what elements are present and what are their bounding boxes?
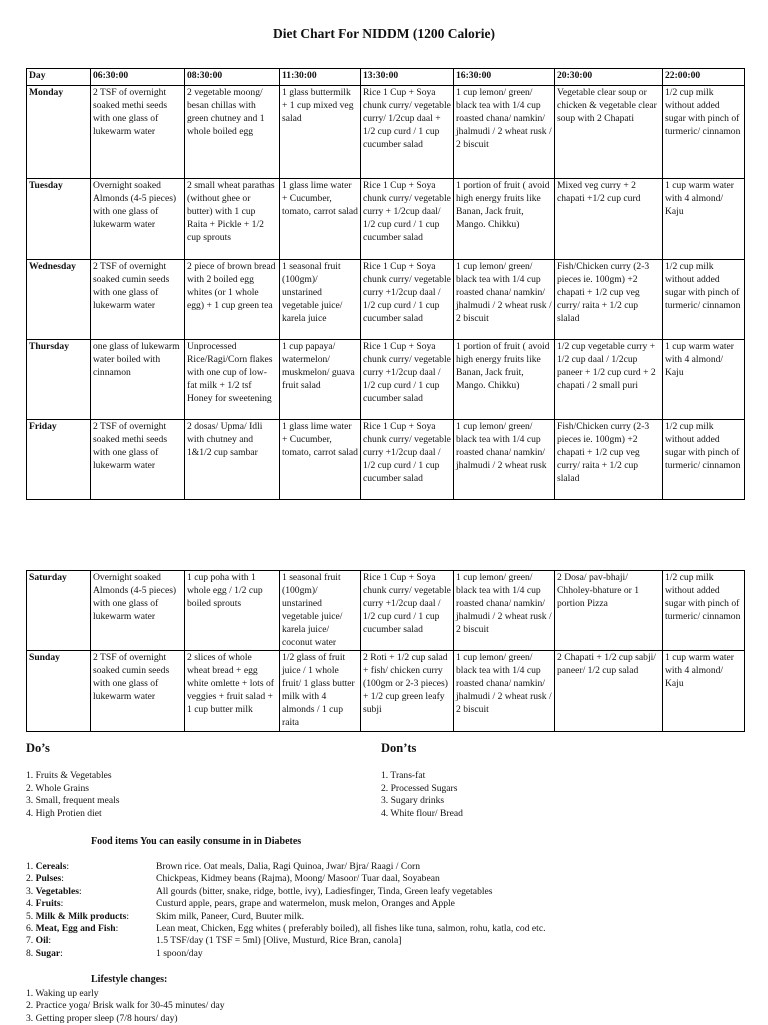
food-item-label: Cereals xyxy=(35,861,67,872)
food-item-label: Fruits xyxy=(35,898,61,910)
header-time: 16:30:00 xyxy=(454,69,555,86)
meal-cell: 2 Dosa/ pav-bhaji/ Chholey-bhature or 1 portion Pizza xyxy=(555,571,663,651)
header-time: 13:30:00 xyxy=(361,69,454,86)
food-item-description: Lean meat, Chicken, Egg whites ( preferably boiled), all fishes like tuna, salmon, rohu, katla, cod etc. xyxy=(156,923,546,935)
meal-cell: 1 portion of fruit ( avoid high energy fruits like Banan, Jack fruit, Mango. Chikku) xyxy=(454,340,555,420)
food-item-label: Meat, Egg and Fish xyxy=(35,923,116,935)
food-item-description: Skim milk, Paneer, Curd, Buuter milk. xyxy=(156,910,305,922)
list-item: 4. White flour/ Bread xyxy=(381,807,463,819)
meal-cell: 1/2 cup milk without added sugar with pinch of turmeric/ cinnamon xyxy=(663,420,745,500)
meal-cell: 1 cup lemon/ green/ black tea with 1/4 cup roasted chana/ namkin/ jhalmudi / 2 wheat rusk / 2 biscuit xyxy=(454,571,555,651)
food-item-number: 5. xyxy=(26,910,34,922)
meal-cell: 1/2 cup milk without added sugar with pinch of turmeric/ cinnamon xyxy=(663,571,745,651)
lifestyle-heading-suffix: : xyxy=(164,974,168,985)
food-item-description: Chickpeas, Kidmey beans (Rajma), Moong/ Masoor/ Tuar daal, Soyabean xyxy=(156,873,440,885)
meal-cell: Rice 1 Cup + Soya chunk curry/ vegetable curry +1/2cup daal / 1/2 cup curd / 1 cup cucumber salad xyxy=(361,420,454,500)
meal-cell: 1 cup poha with 1 whole egg / 1/2 cup boiled sprouts xyxy=(185,571,280,651)
table-header-row xyxy=(27,69,745,86)
meal-cell: 2 TSF of overnight soaked methi seeds with one glass of lukewarm water xyxy=(91,86,185,179)
meal-cell: 1 seasonal fruit (100gm)/ unstarined vegetable juice/ karela juice xyxy=(280,260,361,340)
food-item-separator: : xyxy=(66,861,70,872)
lifestyle-heading xyxy=(91,974,167,985)
meal-cell: 2 TSF of overnight soaked cumin seeds with one glass of lukewarm water xyxy=(91,651,185,732)
meal-cell: 2 piece of brown bread with 2 boiled egg whites (or 1 whole egg) + 1 cup green tea xyxy=(185,260,280,340)
meal-cell: 2 small wheat parathas (without ghee or butter) with 1 cup Raita + Pickle + 1/2 cup sprouts xyxy=(185,179,280,260)
food-item xyxy=(26,873,744,885)
meal-cell: 1/2 glass of fruit juice / 1 whole fruit/ 1 glass butter milk with 4 almonds / 1 cup raita xyxy=(280,651,361,732)
table-row xyxy=(27,260,745,340)
day-cell: Thursday xyxy=(27,340,91,420)
meal-cell: 1 cup lemon/ green/ black tea with 1/4 cup roasted chana/ namkin/ jhalmudi / 2 wheat rusk / 2 biscuit xyxy=(454,651,555,732)
meal-cell: 2 vegetable moong/ besan chillas with green chutney and 1 whole boiled egg xyxy=(185,86,280,179)
list-item: 2. Processed Sugars xyxy=(381,782,458,794)
meal-cell: Vegetable clear soup or chicken & vegetable clear soup with 2 Chapati xyxy=(555,86,663,179)
meal-cell: Fish/Chicken curry (2-3 pieces ie. 100gm) +2 chapati + 1/2 cup veg curry/ raita + 1/2 cup slalad xyxy=(555,260,663,340)
meal-cell: Rice 1 Cup + Soya chunk curry/ vegetable curry + 1/2cup daal/ 1/2 cup curd / 1 cup cucumber salad xyxy=(361,179,454,260)
header-time: 22:00:00 xyxy=(663,69,745,86)
meal-cell: Unprocessed Rice/Ragi/Corn flakes with one cup of low-fat milk + 1/2 tsf Honey for sweetening xyxy=(185,340,280,420)
list-item: 4. High Protien diet xyxy=(26,807,102,819)
meal-cell: Fish/Chicken curry (2-3 pieces ie. 100gm) +2 chapati + 1/2 cup veg curry/ raita + 1/2 cup slalad xyxy=(555,420,663,500)
diet-table-weekdays xyxy=(26,68,745,500)
day-cell: Sunday xyxy=(27,651,91,732)
header-day: Day xyxy=(27,69,91,86)
meal-cell: Mixed veg curry + 2 chapati +1/2 cup curd xyxy=(555,179,663,260)
meal-cell: 1 cup papaya/ watermelon/ muskmelon/ guava fruit salad xyxy=(280,340,361,420)
meal-cell: 2 Chapati + 1/2 cup sabji/ paneer/ 1/2 cup salad xyxy=(555,651,663,732)
dos-list xyxy=(26,770,356,820)
meal-cell: 2 dosas/ Upma/ Idli with chutney and 1&1/2 cup sambar xyxy=(185,420,280,500)
food-item-description: 1.5 TSF/day (1 TSF = 5ml) [Olive, Musturd, Rice Bran, canola] xyxy=(156,935,402,947)
food-item-number: 8. xyxy=(26,947,34,959)
food-item-label: Oil xyxy=(35,935,49,947)
food-item-number: 6. xyxy=(26,923,34,935)
dos-section xyxy=(26,742,356,820)
table-row xyxy=(27,651,745,732)
dos-heading: Do’s xyxy=(26,741,50,755)
day-cell: Saturday xyxy=(27,571,91,651)
donts-list xyxy=(381,770,711,820)
food-items-heading: Food items You can easily consume in in Diabetes xyxy=(91,836,302,847)
header-time: 20:30:00 xyxy=(555,69,663,86)
meal-cell: Overnight soaked Almonds (4-5 pieces) with one glass of lukewarm water xyxy=(91,571,185,651)
list-item: 3. Small, frequent meals xyxy=(26,795,120,807)
header-time: 08:30:00 xyxy=(185,69,280,86)
list-item: 3. Getting proper sleep (7/8 hours/ day) xyxy=(26,1012,178,1024)
food-item-separator: : xyxy=(115,923,119,935)
food-item-label: Vegetables xyxy=(35,885,79,897)
food-items-list xyxy=(26,861,744,960)
page-title: Diet Chart For NIDDM (1200 Calorie) xyxy=(272,26,496,41)
list-item: 2. Whole Grains xyxy=(26,782,89,794)
food-item-description: Brown rice. Oat meals, Dalia, Ragi Quinoa, Jwar/ Bjra/ Raagi / Corn xyxy=(156,861,421,872)
list-item: 1. Fruits & Vegetables xyxy=(26,770,112,782)
meal-cell: Rice 1 Cup + Soya chunk curry/ vegetable curry +1/2cup daal / 1/2 cup curd / 1 cup cucumber salad xyxy=(361,260,454,340)
food-item-label: Milk & Milk products xyxy=(35,910,127,922)
food-item xyxy=(26,911,744,923)
food-item xyxy=(26,861,744,873)
table-row xyxy=(27,86,745,179)
meal-cell: 1 cup lemon/ green/ black tea with 1/4 cup roasted chana/ namkin/ jhalmudi / 2 wheat rusk / 2 biscuit xyxy=(454,86,555,179)
meal-cell: 1 glass lime water + Cucumber, tomato, carrot salad xyxy=(280,179,361,260)
donts-section xyxy=(381,742,711,820)
table-row xyxy=(27,179,745,260)
meal-cell: Overnight soaked Almonds (4-5 pieces) with one glass of lukewarm water xyxy=(91,179,185,260)
lifestyle-list xyxy=(26,988,225,1025)
meal-cell: 2 TSF of overnight soaked cumin seeds with one glass of lukewarm water xyxy=(91,260,185,340)
list-item: 2. Practice yoga/ Brisk walk for 30-45 minutes/ day xyxy=(26,1000,225,1012)
food-item-description: 1 spoon/day xyxy=(156,947,203,959)
meal-cell: 1 cup warm water with 4 almond/ Kaju xyxy=(663,179,745,260)
meal-cell: 1/2 cup milk without added sugar with pinch of turmeric/ cinnamon xyxy=(663,86,745,179)
food-item xyxy=(26,948,744,960)
food-item-separator: : xyxy=(48,935,52,947)
meal-cell: 1 cup warm water with 4 almond/ Kaju xyxy=(663,340,745,420)
food-item-separator: : xyxy=(60,898,64,910)
food-item-separator: : xyxy=(60,947,63,959)
meal-cell: 1 portion of fruit ( avoid high energy fruits like Banan, Jack fruit, Mango. Chikku) xyxy=(454,179,555,260)
meal-cell: Rice 1 Cup + Soya chunk curry/ vegetable curry +1/2cup daal / 1/2 cup curd / 1 cup cucumber salad xyxy=(361,340,454,420)
list-item: 1. Waking up early xyxy=(26,988,99,999)
meal-cell: 1 cup lemon/ green/ black tea with 1/4 cup roasted chana/ namkin/ jhalmudi / 2 wheat rusk xyxy=(454,420,555,500)
meal-cell: 2 TSF of overnight soaked methi seeds with one glass of lukewarm water xyxy=(91,420,185,500)
food-item-label: Pulses xyxy=(35,873,62,885)
diet-table-weekend xyxy=(26,570,745,732)
day-cell: Tuesday xyxy=(27,179,91,260)
meal-cell: one glass of lukewarm water boiled with cinnamon xyxy=(91,340,185,420)
day-cell: Friday xyxy=(27,420,91,500)
meal-cell: 1/2 cup vegetable curry + 1/2 cup daal / 1/2cup paneer + 1/2 cup curd + 2 chapati / 2 small puri xyxy=(555,340,663,420)
meal-cell: 2 slices of whole wheat bread + egg white omlette + lots of veggies + fruit salad + 1 cup butter milk xyxy=(185,651,280,732)
food-item xyxy=(26,935,744,947)
list-item: 3. Sugary drinks xyxy=(381,795,445,807)
food-item-description: All gourds (bitter, snake, ridge, bottle, ivy), Ladiesfinger, Tinda, Green leafy vegetables xyxy=(156,885,493,897)
meal-cell: 2 Roti + 1/2 cup salad + fish/ chicken curry (100gm or 2-3 pieces) + 1/2 cup green leafy subji xyxy=(361,651,454,732)
donts-heading: Don’ts xyxy=(381,741,417,755)
food-item-label: Sugar xyxy=(35,947,61,959)
food-item-number: 7. xyxy=(26,935,34,947)
meal-cell: 1 cup lemon/ green/ black tea with 1/4 cup roasted chana/ namkin/ jhalmudi / 2 wheat rusk / 2 biscuit xyxy=(454,260,555,340)
food-item-number: 3. xyxy=(26,885,34,897)
food-item-separator: : xyxy=(126,910,129,922)
food-item xyxy=(26,923,744,935)
food-item-description: Custurd apple, pears, grape and watermelon, musk melon, Oranges and Apple xyxy=(156,898,455,910)
table-row xyxy=(27,420,745,500)
meal-cell: 1 glass lime water + Cucumber, tomato, carrot salad xyxy=(280,420,361,500)
day-cell: Monday xyxy=(27,86,91,179)
food-item-separator: : xyxy=(78,885,82,897)
meal-cell: Rice 1 Cup + Soya chunk curry/ vegetable curry +1/2cup daal / 1/2 cup curd / 1 cup cucumber salad xyxy=(361,571,454,651)
table-row xyxy=(27,571,745,651)
table-row xyxy=(27,340,745,420)
food-item-number: 1. xyxy=(26,861,34,872)
food-item xyxy=(26,886,744,898)
header-time: 11:30:00 xyxy=(280,69,361,86)
food-item-separator: : xyxy=(61,873,64,885)
meal-cell: Rice 1 Cup + Soya chunk curry/ vegetable curry/ 1/2cup daal + 1/2 cup curd / 1 cup cucumber salad xyxy=(361,86,454,179)
food-item-number: 4. xyxy=(26,898,34,910)
header-time: 06:30:00 xyxy=(91,69,185,86)
day-cell: Wednesday xyxy=(27,260,91,340)
meal-cell: 1 cup warm water with 4 almond/ Kaju xyxy=(663,651,745,732)
food-item-number: 2. xyxy=(26,873,34,885)
meal-cell: 1/2 cup milk without added sugar with pinch of turmeric/ cinnamon xyxy=(663,260,745,340)
meal-cell: 1 glass buttermilk + 1 cup mixed veg salad xyxy=(280,86,361,179)
meal-cell: 1 seasonal fruit (100gm)/ unstarined vegetable juice/ karela juice/ coconut water xyxy=(280,571,361,651)
list-item: 1. Trans-fat xyxy=(381,770,426,782)
lifestyle-heading-text: Lifestyle changes xyxy=(91,974,165,985)
food-item xyxy=(26,898,744,910)
